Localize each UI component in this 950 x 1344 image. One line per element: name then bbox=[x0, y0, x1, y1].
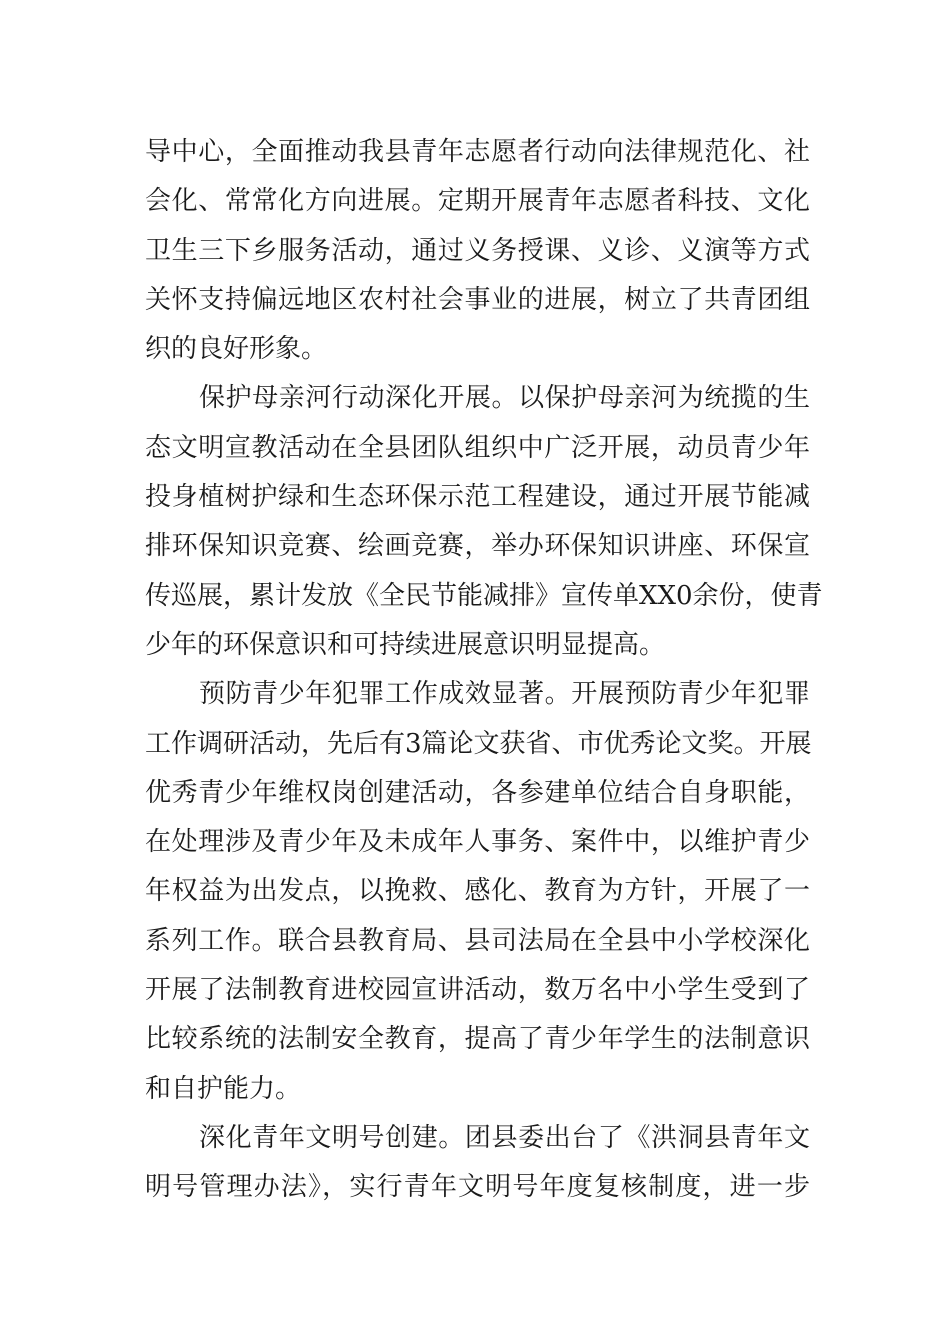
text-line: 预防青少年犯罪工作成效显著。开展预防青少年犯罪 bbox=[199, 679, 810, 710]
text-line: 传巡展，累计发放《全民节能减排》宣传单XX0余份，使青 bbox=[145, 580, 823, 611]
text-line: 少年的环保意识和可持续进展意识明显提高。 bbox=[145, 629, 666, 660]
text-line: 态文明宣教活动在全县团队组织中广泛开展，动员青少年 bbox=[145, 432, 810, 463]
paragraph-4 bbox=[145, 1114, 810, 1213]
text-line: 和自护能力。 bbox=[145, 1073, 302, 1104]
text-line: 开展了法制教育进校园宣讲活动，数万名中小学生受到了 bbox=[145, 975, 810, 1006]
text-line: 在处理涉及青少年及未成年人事务、案件中，以维护青少 bbox=[145, 827, 810, 858]
text-line: 比较系统的法制安全教育，提高了青少年学生的法制意识 bbox=[145, 1024, 810, 1055]
text-line: 优秀青少年维权岗创建活动，各参建单位结合自身职能， bbox=[145, 777, 810, 808]
text-line: 关怀支持偏远地区农村社会事业的进展，树立了共青团组 bbox=[145, 284, 810, 315]
paragraph-3 bbox=[145, 670, 810, 1114]
text-line: 卫生三下乡服务活动，通过义务授课、义诊、义演等方式 bbox=[145, 235, 810, 266]
text-line: 工作调研活动，先后有3篇论文获省、市优秀论文奖。开展 bbox=[145, 728, 812, 759]
text-line: 保护母亲河行动深化开展。以保护母亲河为统揽的生 bbox=[199, 383, 810, 414]
text-line: 会化、常常化方向进展。定期开展青年志愿者科技、文化 bbox=[145, 186, 810, 217]
text-line: 年权益为出发点，以挽救、感化、教育为方针，开展了一 bbox=[145, 876, 810, 907]
paragraph-2 bbox=[145, 374, 823, 670]
paragraph-1 bbox=[145, 128, 810, 374]
text-line: 导中心，全面推动我县青年志愿者行动向法律规范化、社 bbox=[145, 137, 810, 167]
text-line: 排环保知识竞赛、绘画竞赛，举办环保知识讲座、环保宣 bbox=[145, 531, 810, 562]
text-line: 明号管理办法》，实行青年文明号年度复核制度，进一步 bbox=[145, 1172, 810, 1203]
text-line: 织的良好形象。 bbox=[145, 334, 328, 365]
document-body bbox=[145, 128, 823, 1213]
text-line: 系列工作。联合县教育局、县司法局在全县中小学校深化 bbox=[145, 925, 810, 956]
text-line: 投身植树护绿和生态环保示范工程建设，通过开展节能减 bbox=[145, 482, 810, 513]
text-line: 深化青年文明号创建。团县委出台了《洪洞县青年文 bbox=[199, 1122, 810, 1153]
